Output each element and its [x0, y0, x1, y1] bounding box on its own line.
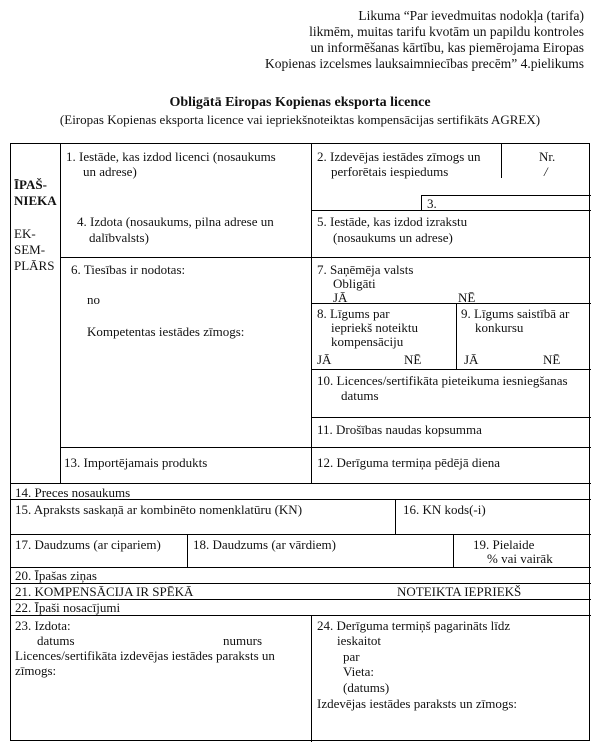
field-23-number-label: numurs [223, 633, 262, 648]
field-1-label: un adrese) [83, 164, 137, 179]
field-2-number-label: Nr. [539, 149, 556, 164]
field-19-label: 19. Pielaide [473, 537, 535, 552]
field-22-label: 22. Īpaši nosacījumi [15, 600, 121, 615]
field-10-label: 10. Licences/sertifikāta pieteikuma iesniegšanas [317, 373, 568, 388]
field-20-label: 20. Īpašas ziņas [15, 568, 97, 583]
field-3-label: 3. [427, 196, 437, 211]
licence-form [10, 143, 590, 741]
field-9-label: 9. Līgums saistībā ar [461, 306, 570, 321]
field-23-label: 23. Izdota: [15, 618, 71, 633]
field-6-from-label: no [87, 292, 100, 307]
legal-reference-line-4: Kopienas izcelsmes lauksaimniecības precēm” 4.pielikums [264, 56, 584, 71]
field-5-label: (nosaukums un adrese) [333, 230, 453, 245]
field-10-label: datums [341, 388, 379, 403]
field-2-number-slash: / [544, 164, 548, 179]
field-24-inclusive-label: ieskaitot [337, 633, 382, 648]
field-21-label: 21. KOMPENSĀCIJA IR SPĒKĀ [15, 584, 194, 599]
copy-label: EK- [14, 226, 36, 241]
field-9-no-option: NĒ [543, 352, 561, 367]
field-8-label: kompensāciju [331, 334, 404, 349]
field-5-label: 5. Iestāde, kas izdod izrakstu [317, 214, 468, 229]
document-subtitle: (Eiropas Kopienas eksporta licence vai iepriekšnoteiktas kompensācijas sertifikāts AGREX) [59, 112, 541, 127]
field-7-label: 7. Saņēmēja valsts [317, 262, 414, 277]
field-8-label: iepriekš noteiktu [331, 320, 419, 335]
field-24-date-label: (datums) [343, 680, 390, 695]
field-6-label: 6. Tiesības ir nodotas: [71, 262, 186, 277]
legal-reference-line-2: likmēm, muitas tarifu kvotām un papildu kontroles [309, 24, 584, 39]
legal-reference-line-3: un informēšanas kārtību, kas piemērojama Eiropas [310, 40, 584, 55]
field-4-label: 4. Izdota (nosaukums, pilna adrese un [77, 214, 274, 229]
field-7-yes-option: JĀ [333, 290, 348, 305]
field-23-date-label: datums [37, 633, 75, 648]
field-7-no-option: NĒ [458, 290, 476, 305]
field-24-place-label: Vieta: [343, 664, 374, 679]
field-19-tolerance-label: % vai vairāk [487, 551, 553, 566]
field-12-label: 12. Derīguma termiņa pēdējā diena [317, 455, 501, 470]
field-16-label: 16. KN kods(-i) [403, 502, 486, 517]
field-2-label: 2. Izdevējas iestādes zīmogs un [317, 149, 481, 164]
field-8-label: 8. Līgums par [317, 306, 390, 321]
legal-reference-line-1: Likuma “Par ievedmuitas nodokļa (tarifa) [358, 8, 584, 23]
field-24-label: 24. Derīguma termiņš pagarināts līdz [317, 618, 511, 633]
field-9-label: konkursu [475, 320, 524, 335]
field-18-label: 18. Daudzums (ar vārdiem) [193, 537, 336, 552]
field-8-no-option: NĒ [404, 352, 422, 367]
copy-label: PLĀRS [14, 258, 55, 273]
field-6-stamp-label: Kompetentas iestādes zīmogs: [87, 324, 245, 339]
copy-label: SEM- [14, 242, 46, 257]
field-21-prefixed-label: NOTEIKTA IEPRIEKŠ [397, 584, 522, 599]
field-23-signature-label: zīmogs: [15, 663, 57, 678]
field-1-label: 1. Iestāde, kas izdod licenci (nosaukums [66, 149, 276, 164]
field-4-label: dalībvalsts) [89, 230, 149, 245]
field-24-signature-label: Izdevējas iestādes paraksts un zīmogs: [317, 696, 517, 711]
field-9-yes-option: JĀ [464, 352, 479, 367]
field-24-for-label: par [343, 649, 360, 664]
field-2-label: perforētais iespiedums [331, 164, 449, 179]
owner-copy-label: NIEKA [14, 193, 57, 208]
document-title: Obligātā Eiropas Kopienas eksporta licence [169, 95, 431, 110]
field-15-label: 15. Apraksts saskaņā ar kombinēto nomenklatūru (KN) [15, 502, 303, 517]
field-14-label: 14. Preces nosaukums [15, 485, 131, 500]
field-17-label: 17. Daudzums (ar cipariem) [15, 537, 161, 552]
field-23-signature-label: Licences/sertifikāta izdevējas iestādes paraksts un [15, 648, 275, 663]
field-8-yes-option: JĀ [317, 352, 332, 367]
owner-copy-label: ĪPAŠ- [14, 177, 47, 192]
field-11-label: 11. Drošības naudas kopsumma [317, 422, 482, 437]
field-13-label: 13. Importējamais produkts [64, 455, 208, 470]
field-7-mandatory-label: Obligāti [333, 276, 376, 291]
